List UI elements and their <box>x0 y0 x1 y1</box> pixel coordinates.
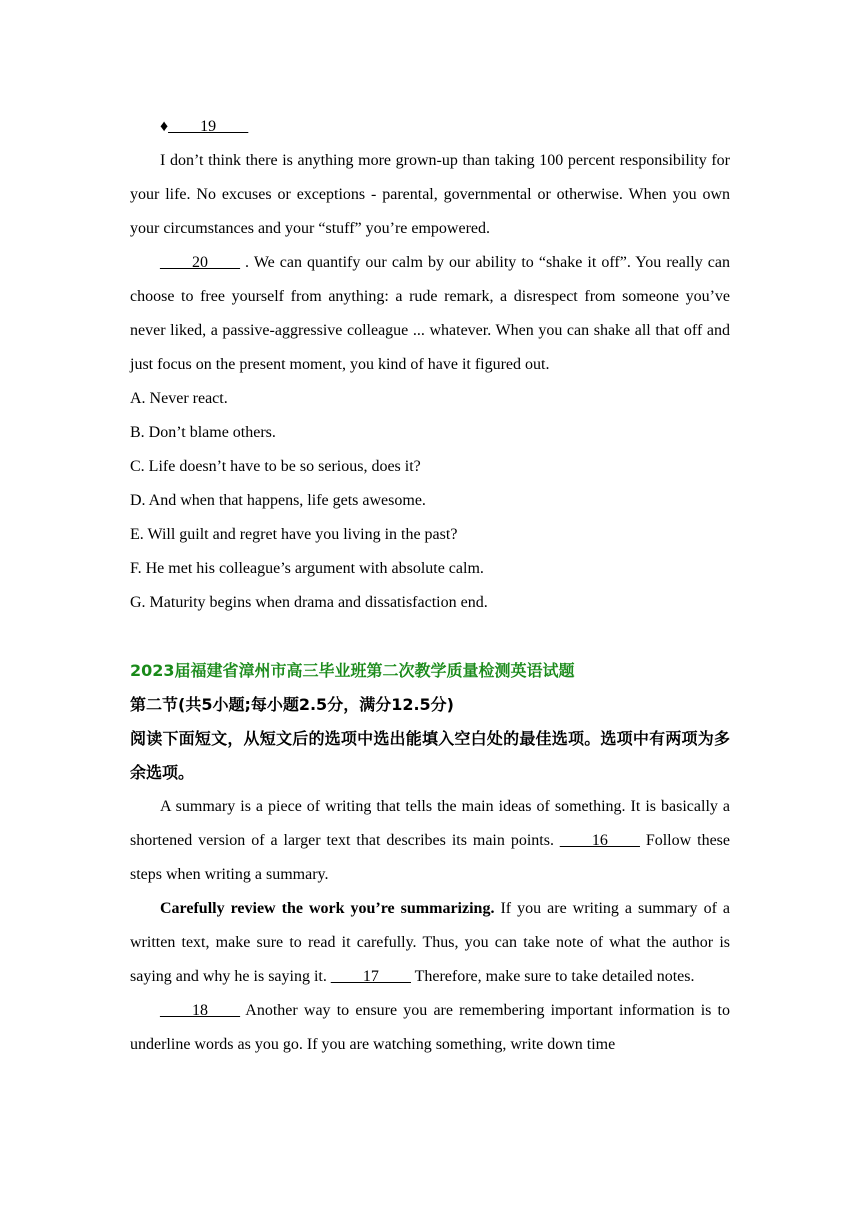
paragraph-review-tail: Therefore, make sure to take detailed notes. <box>410 968 695 985</box>
option-d: D. And when that happens, life gets awesome. <box>130 492 426 509</box>
option-e: E. Will guilt and regret have you living in the past? <box>130 526 458 543</box>
paragraph-review-text: If you are writing a summary of a written text, make sure to read it carefully. Thus, you can take note of what the author is saying and why he is saying it. <box>130 900 731 985</box>
option-b: B. Don’t blame others. <box>130 424 276 441</box>
question-19-line <box>130 110 730 144</box>
blank-16: ____16____ <box>559 832 640 849</box>
paragraph-summary-intro-tail: Follow these steps when writing a summary. <box>130 832 730 883</box>
options-list <box>130 382 730 620</box>
option-c: C. Life doesn’t have to be so serious, does it? <box>130 458 421 475</box>
section-heading: 第二节(共5小题;每小题2.5分，满分12.5分) <box>130 695 454 714</box>
paragraph-summary-intro-text: A summary is a piece of writing that tells the main ideas of something. It is basically a shortened version of a larger text that describes its main points. <box>130 798 730 849</box>
blank-18: ____18____ <box>160 1002 240 1019</box>
exam-source-title: 2023届福建省漳州市高三毕业班第二次教学质量检测英语试题 <box>130 661 575 680</box>
paragraph-shake-it-off <box>130 246 730 382</box>
paragraph-summary-intro <box>130 790 730 892</box>
paragraph-underline <box>130 994 730 1062</box>
instructions: 阅读下面短文，从短文后的选项中选出能填入空白处的最佳选项。选项中有两项为多余选项。 <box>130 729 730 782</box>
paragraph-shake-it-off-text: . We can quantify our calm by our ability to “shake it off”. You really can choose to free yourself from anything: a rude remark, a disrespect from someone you’ve never liked, a passive-aggressive colleague ... whatever. When you can shake all that off and just focus on the present moment, you kind of have it figured out. <box>130 254 730 373</box>
paragraph-underline-text: Another way to ensure you are remembering important information is to underline words as you go. If you are watching something, write down time <box>130 1002 730 1053</box>
paragraph-review-heading: Carefully review the work you’re summarizing. <box>160 900 495 917</box>
blank-19: ____19____ <box>168 118 249 135</box>
blank-20: ____20____ <box>160 254 240 271</box>
option-f: F. He met his colleague’s argument with absolute calm. <box>130 560 484 577</box>
blank-17: ____17____ <box>330 968 411 985</box>
option-a: A. Never react. <box>130 390 228 407</box>
paragraph-responsibility: I don’t think there is anything more grown-up than taking 100 percent responsibility for your life. No excuses or exceptions - parental, governmental or otherwise. When you own your circumstances and your “stuff” you’re empowered. <box>130 152 730 237</box>
option-g: G. Maturity begins when drama and dissatisfaction end. <box>130 594 488 611</box>
document-page <box>130 110 730 1062</box>
paragraph-review <box>130 892 730 994</box>
diamond-bullet-icon: ♦ <box>160 118 169 135</box>
